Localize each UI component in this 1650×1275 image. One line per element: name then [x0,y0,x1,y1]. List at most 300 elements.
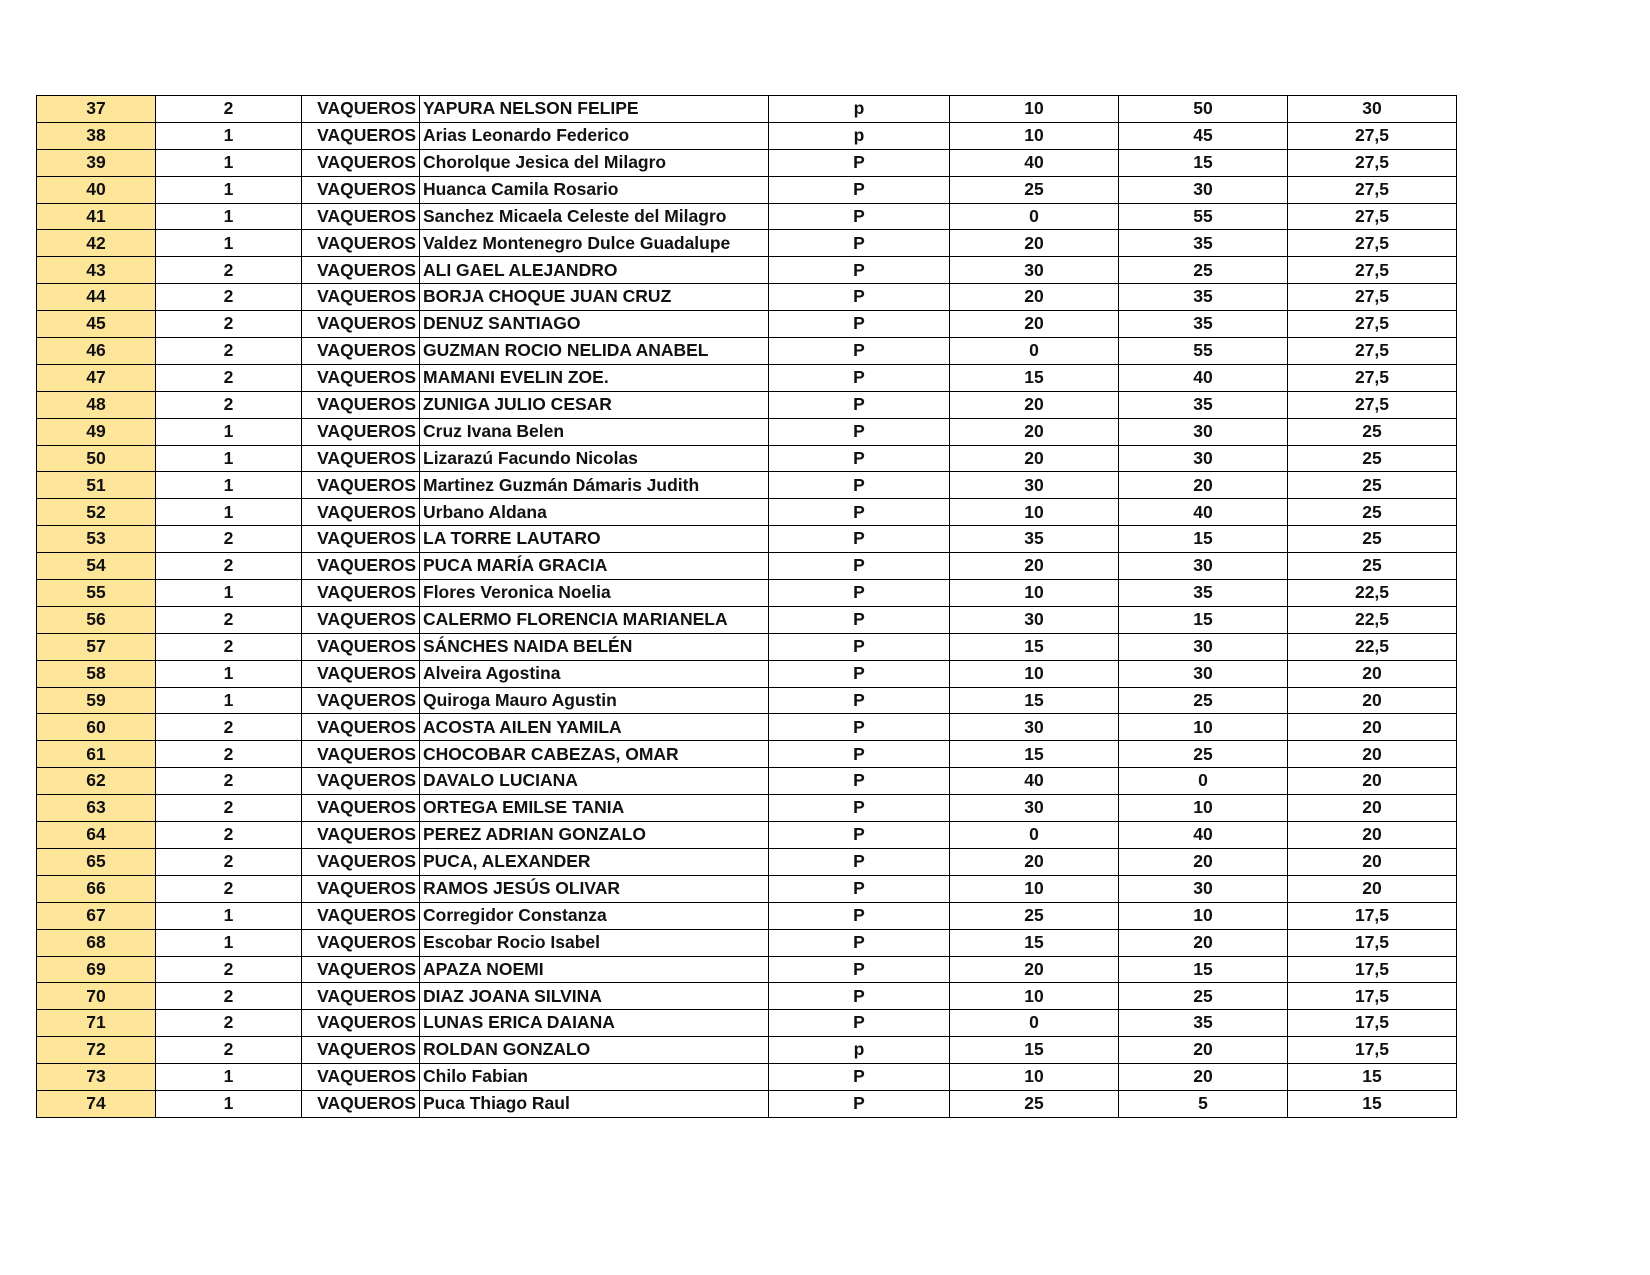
spreadsheet-sheet [36,95,1457,1118]
row-number-cell: 46 [37,338,156,365]
score-2-cell: 20 [1119,472,1288,499]
status-cell: P [769,553,950,580]
school-cell: VAQUEROS [302,768,420,795]
school-cell: VAQUEROS [302,445,420,472]
score-2-cell: 30 [1119,445,1288,472]
table-row [37,230,1457,257]
school-cell: VAQUEROS [302,580,420,607]
school-cell: VAQUEROS [302,257,420,284]
score-2-cell: 10 [1119,714,1288,741]
status-cell: P [769,822,950,849]
table-row [37,580,1457,607]
average-cell: 20 [1288,768,1457,795]
group-cell: 2 [156,553,302,580]
average-cell: 20 [1288,741,1457,768]
status-cell: P [769,257,950,284]
average-cell: 17,5 [1288,1037,1457,1064]
student-name-cell: Martinez Guzmán Dámaris Judith [420,472,769,499]
score-1-cell: 10 [950,580,1119,607]
row-number-cell: 39 [37,149,156,176]
row-number-cell: 58 [37,660,156,687]
row-number-cell: 59 [37,687,156,714]
row-number-cell: 52 [37,499,156,526]
average-cell: 17,5 [1288,902,1457,929]
row-number-cell: 53 [37,526,156,553]
average-cell: 27,5 [1288,284,1457,311]
status-cell: P [769,848,950,875]
status-cell: p [769,122,950,149]
school-cell: VAQUEROS [302,284,420,311]
average-cell: 17,5 [1288,929,1457,956]
status-cell: P [769,364,950,391]
status-cell: P [769,445,950,472]
score-1-cell: 15 [950,929,1119,956]
score-2-cell: 15 [1119,956,1288,983]
group-cell: 1 [156,929,302,956]
row-number-cell: 60 [37,714,156,741]
student-name-cell: DIAZ JOANA SILVINA [420,983,769,1010]
average-cell: 22,5 [1288,580,1457,607]
score-1-cell: 30 [950,795,1119,822]
row-number-cell: 65 [37,848,156,875]
school-cell: VAQUEROS [302,553,420,580]
school-cell: VAQUEROS [302,311,420,338]
student-name-cell: CHOCOBAR CABEZAS, OMAR [420,741,769,768]
table-row [37,848,1457,875]
score-1-cell: 10 [950,499,1119,526]
score-2-cell: 25 [1119,687,1288,714]
group-cell: 1 [156,1064,302,1091]
score-1-cell: 30 [950,472,1119,499]
student-name-cell: ACOSTA AILEN YAMILA [420,714,769,741]
school-cell: VAQUEROS [302,203,420,230]
group-cell: 2 [156,768,302,795]
group-cell: 2 [156,795,302,822]
score-1-cell: 25 [950,176,1119,203]
student-name-cell: Alveira Agostina [420,660,769,687]
average-cell: 22,5 [1288,633,1457,660]
school-cell: VAQUEROS [302,714,420,741]
group-cell: 1 [156,660,302,687]
row-number-cell: 74 [37,1090,156,1117]
status-cell: P [769,311,950,338]
average-cell: 20 [1288,848,1457,875]
table-row [37,176,1457,203]
group-cell: 1 [156,203,302,230]
average-cell: 17,5 [1288,956,1457,983]
status-cell: p [769,96,950,123]
score-1-cell: 20 [950,848,1119,875]
average-cell: 25 [1288,418,1457,445]
row-number-cell: 49 [37,418,156,445]
group-cell: 2 [156,526,302,553]
score-2-cell: 20 [1119,1037,1288,1064]
average-cell: 27,5 [1288,230,1457,257]
school-cell: VAQUEROS [302,122,420,149]
student-name-cell: PUCA, ALEXANDER [420,848,769,875]
average-cell: 30 [1288,96,1457,123]
school-cell: VAQUEROS [302,499,420,526]
status-cell: P [769,149,950,176]
status-cell: P [769,929,950,956]
school-cell: VAQUEROS [302,929,420,956]
group-cell: 1 [156,902,302,929]
status-cell: P [769,499,950,526]
average-cell: 20 [1288,687,1457,714]
table-row [37,418,1457,445]
score-2-cell: 10 [1119,902,1288,929]
table-row [37,203,1457,230]
score-1-cell: 30 [950,714,1119,741]
school-cell: VAQUEROS [302,230,420,257]
status-cell: P [769,418,950,445]
student-name-cell: DAVALO LUCIANA [420,768,769,795]
group-cell: 2 [156,284,302,311]
row-number-cell: 44 [37,284,156,311]
row-number-cell: 73 [37,1064,156,1091]
group-cell: 1 [156,176,302,203]
average-cell: 25 [1288,499,1457,526]
group-cell: 2 [156,364,302,391]
table-row [37,257,1457,284]
score-2-cell: 55 [1119,203,1288,230]
student-name-cell: MAMANI EVELIN ZOE. [420,364,769,391]
row-number-cell: 43 [37,257,156,284]
average-cell: 27,5 [1288,176,1457,203]
score-1-cell: 35 [950,526,1119,553]
student-name-cell: Puca Thiago Raul [420,1090,769,1117]
average-cell: 27,5 [1288,311,1457,338]
status-cell: P [769,580,950,607]
table-row [37,768,1457,795]
score-2-cell: 35 [1119,311,1288,338]
student-name-cell: Huanca Camila Rosario [420,176,769,203]
status-cell: P [769,526,950,553]
score-2-cell: 40 [1119,499,1288,526]
status-cell: P [769,338,950,365]
school-cell: VAQUEROS [302,956,420,983]
status-cell: P [769,230,950,257]
table-row [37,96,1457,123]
score-2-cell: 50 [1119,96,1288,123]
score-2-cell: 25 [1119,741,1288,768]
status-cell: P [769,687,950,714]
row-number-cell: 69 [37,956,156,983]
school-cell: VAQUEROS [302,660,420,687]
score-2-cell: 30 [1119,660,1288,687]
student-name-cell: LA TORRE LAUTARO [420,526,769,553]
table-row [37,526,1457,553]
score-1-cell: 25 [950,902,1119,929]
score-1-cell: 10 [950,122,1119,149]
group-cell: 1 [156,418,302,445]
row-number-cell: 55 [37,580,156,607]
student-name-cell: Valdez Montenegro Dulce Guadalupe [420,230,769,257]
score-2-cell: 35 [1119,580,1288,607]
table-row [37,1064,1457,1091]
status-cell: P [769,956,950,983]
table-row [37,338,1457,365]
status-cell: P [769,1064,950,1091]
score-1-cell: 10 [950,660,1119,687]
student-name-cell: GUZMAN ROCIO NELIDA ANABEL [420,338,769,365]
row-number-cell: 64 [37,822,156,849]
row-number-cell: 50 [37,445,156,472]
row-number-cell: 51 [37,472,156,499]
table-row [37,1090,1457,1117]
status-cell: P [769,768,950,795]
group-cell: 1 [156,1090,302,1117]
status-cell: P [769,606,950,633]
score-1-cell: 30 [950,257,1119,284]
group-cell: 2 [156,956,302,983]
score-1-cell: 0 [950,338,1119,365]
status-cell: P [769,795,950,822]
group-cell: 2 [156,1037,302,1064]
student-name-cell: Escobar Rocio Isabel [420,929,769,956]
score-2-cell: 15 [1119,606,1288,633]
table-row [37,1037,1457,1064]
student-name-cell: RAMOS JESÚS OLIVAR [420,875,769,902]
score-1-cell: 15 [950,364,1119,391]
score-1-cell: 10 [950,96,1119,123]
student-name-cell: Cruz Ivana Belen [420,418,769,445]
table-row [37,606,1457,633]
score-1-cell: 0 [950,203,1119,230]
group-cell: 1 [156,580,302,607]
table-row [37,364,1457,391]
score-2-cell: 5 [1119,1090,1288,1117]
row-number-cell: 48 [37,391,156,418]
table-row [37,822,1457,849]
table-row [37,875,1457,902]
score-1-cell: 20 [950,956,1119,983]
score-2-cell: 20 [1119,929,1288,956]
status-cell: P [769,875,950,902]
status-cell: p [769,1037,950,1064]
school-cell: VAQUEROS [302,176,420,203]
table-row [37,472,1457,499]
average-cell: 15 [1288,1064,1457,1091]
score-1-cell: 30 [950,606,1119,633]
score-1-cell: 20 [950,230,1119,257]
school-cell: VAQUEROS [302,96,420,123]
row-number-cell: 56 [37,606,156,633]
score-2-cell: 35 [1119,230,1288,257]
score-2-cell: 30 [1119,633,1288,660]
average-cell: 22,5 [1288,606,1457,633]
school-cell: VAQUEROS [302,364,420,391]
student-name-cell: Lizarazú Facundo Nicolas [420,445,769,472]
row-number-cell: 40 [37,176,156,203]
score-2-cell: 25 [1119,983,1288,1010]
average-cell: 17,5 [1288,983,1457,1010]
score-1-cell: 10 [950,983,1119,1010]
group-cell: 2 [156,822,302,849]
school-cell: VAQUEROS [302,391,420,418]
score-1-cell: 10 [950,875,1119,902]
row-number-cell: 54 [37,553,156,580]
table-row [37,633,1457,660]
student-name-cell: SÁNCHES NAIDA BELÉN [420,633,769,660]
row-number-cell: 41 [37,203,156,230]
score-2-cell: 30 [1119,875,1288,902]
table-row [37,795,1457,822]
status-cell: P [769,1090,950,1117]
school-cell: VAQUEROS [302,149,420,176]
score-1-cell: 0 [950,1010,1119,1037]
table-row [37,741,1457,768]
table-row [37,929,1457,956]
row-number-cell: 70 [37,983,156,1010]
average-cell: 20 [1288,714,1457,741]
score-2-cell: 20 [1119,1064,1288,1091]
student-name-cell: Arias Leonardo Federico [420,122,769,149]
school-cell: VAQUEROS [302,1010,420,1037]
row-number-cell: 68 [37,929,156,956]
score-1-cell: 20 [950,553,1119,580]
group-cell: 1 [156,499,302,526]
score-2-cell: 30 [1119,176,1288,203]
student-name-cell: Sanchez Micaela Celeste del Milagro [420,203,769,230]
average-cell: 25 [1288,526,1457,553]
school-cell: VAQUEROS [302,1090,420,1117]
student-name-cell: BORJA CHOQUE JUAN CRUZ [420,284,769,311]
student-name-cell: Urbano Aldana [420,499,769,526]
status-cell: P [769,741,950,768]
school-cell: VAQUEROS [302,795,420,822]
school-cell: VAQUEROS [302,875,420,902]
school-cell: VAQUEROS [302,741,420,768]
school-cell: VAQUEROS [302,526,420,553]
table-row [37,714,1457,741]
row-number-cell: 66 [37,875,156,902]
table-row [37,687,1457,714]
average-cell: 20 [1288,875,1457,902]
status-cell: P [769,284,950,311]
school-cell: VAQUEROS [302,983,420,1010]
average-cell: 17,5 [1288,1010,1457,1037]
status-cell: P [769,203,950,230]
school-cell: VAQUEROS [302,472,420,499]
row-number-cell: 67 [37,902,156,929]
score-1-cell: 40 [950,149,1119,176]
row-number-cell: 38 [37,122,156,149]
table-row [37,311,1457,338]
score-1-cell: 20 [950,284,1119,311]
school-cell: VAQUEROS [302,633,420,660]
score-2-cell: 0 [1119,768,1288,795]
row-number-cell: 72 [37,1037,156,1064]
table-row [37,445,1457,472]
status-cell: P [769,176,950,203]
table-row [37,499,1457,526]
status-cell: P [769,660,950,687]
score-1-cell: 20 [950,418,1119,445]
score-2-cell: 45 [1119,122,1288,149]
table-row [37,553,1457,580]
score-2-cell: 40 [1119,364,1288,391]
group-cell: 1 [156,472,302,499]
student-name-cell: DENUZ SANTIAGO [420,311,769,338]
score-2-cell: 15 [1119,149,1288,176]
score-1-cell: 25 [950,1090,1119,1117]
group-cell: 2 [156,96,302,123]
table-row [37,1010,1457,1037]
student-name-cell: CALERMO FLORENCIA MARIANELA [420,606,769,633]
group-cell: 2 [156,983,302,1010]
score-2-cell: 30 [1119,553,1288,580]
row-number-cell: 57 [37,633,156,660]
school-cell: VAQUEROS [302,338,420,365]
table-body [37,96,1457,1118]
score-1-cell: 15 [950,687,1119,714]
student-name-cell: ROLDAN GONZALO [420,1037,769,1064]
score-2-cell: 10 [1119,795,1288,822]
table-row [37,983,1457,1010]
row-number-cell: 61 [37,741,156,768]
student-name-cell: YAPURA NELSON FELIPE [420,96,769,123]
status-cell: P [769,391,950,418]
average-cell: 27,5 [1288,203,1457,230]
row-number-cell: 47 [37,364,156,391]
score-1-cell: 15 [950,741,1119,768]
group-cell: 1 [156,445,302,472]
average-cell: 27,5 [1288,257,1457,284]
group-cell: 2 [156,311,302,338]
group-cell: 1 [156,149,302,176]
score-2-cell: 25 [1119,257,1288,284]
average-cell: 15 [1288,1090,1457,1117]
score-1-cell: 20 [950,311,1119,338]
group-cell: 2 [156,848,302,875]
student-name-cell: Quiroga Mauro Agustin [420,687,769,714]
student-name-cell: Flores Veronica Noelia [420,580,769,607]
row-number-cell: 37 [37,96,156,123]
school-cell: VAQUEROS [302,606,420,633]
group-cell: 2 [156,391,302,418]
group-cell: 2 [156,714,302,741]
row-number-cell: 63 [37,795,156,822]
average-cell: 27,5 [1288,338,1457,365]
status-cell: P [769,633,950,660]
score-1-cell: 15 [950,633,1119,660]
average-cell: 25 [1288,553,1457,580]
student-name-cell: PEREZ ADRIAN GONZALO [420,822,769,849]
school-cell: VAQUEROS [302,1037,420,1064]
school-cell: VAQUEROS [302,848,420,875]
row-number-cell: 62 [37,768,156,795]
school-cell: VAQUEROS [302,418,420,445]
status-cell: P [769,472,950,499]
status-cell: P [769,983,950,1010]
score-2-cell: 35 [1119,391,1288,418]
table-row [37,902,1457,929]
school-cell: VAQUEROS [302,902,420,929]
score-2-cell: 40 [1119,822,1288,849]
average-cell: 27,5 [1288,391,1457,418]
student-name-cell: APAZA NOEMI [420,956,769,983]
table-row [37,149,1457,176]
average-cell: 20 [1288,795,1457,822]
group-cell: 2 [156,1010,302,1037]
score-1-cell: 10 [950,1064,1119,1091]
average-cell: 27,5 [1288,122,1457,149]
group-cell: 2 [156,741,302,768]
group-cell: 1 [156,230,302,257]
score-1-cell: 40 [950,768,1119,795]
average-cell: 20 [1288,822,1457,849]
